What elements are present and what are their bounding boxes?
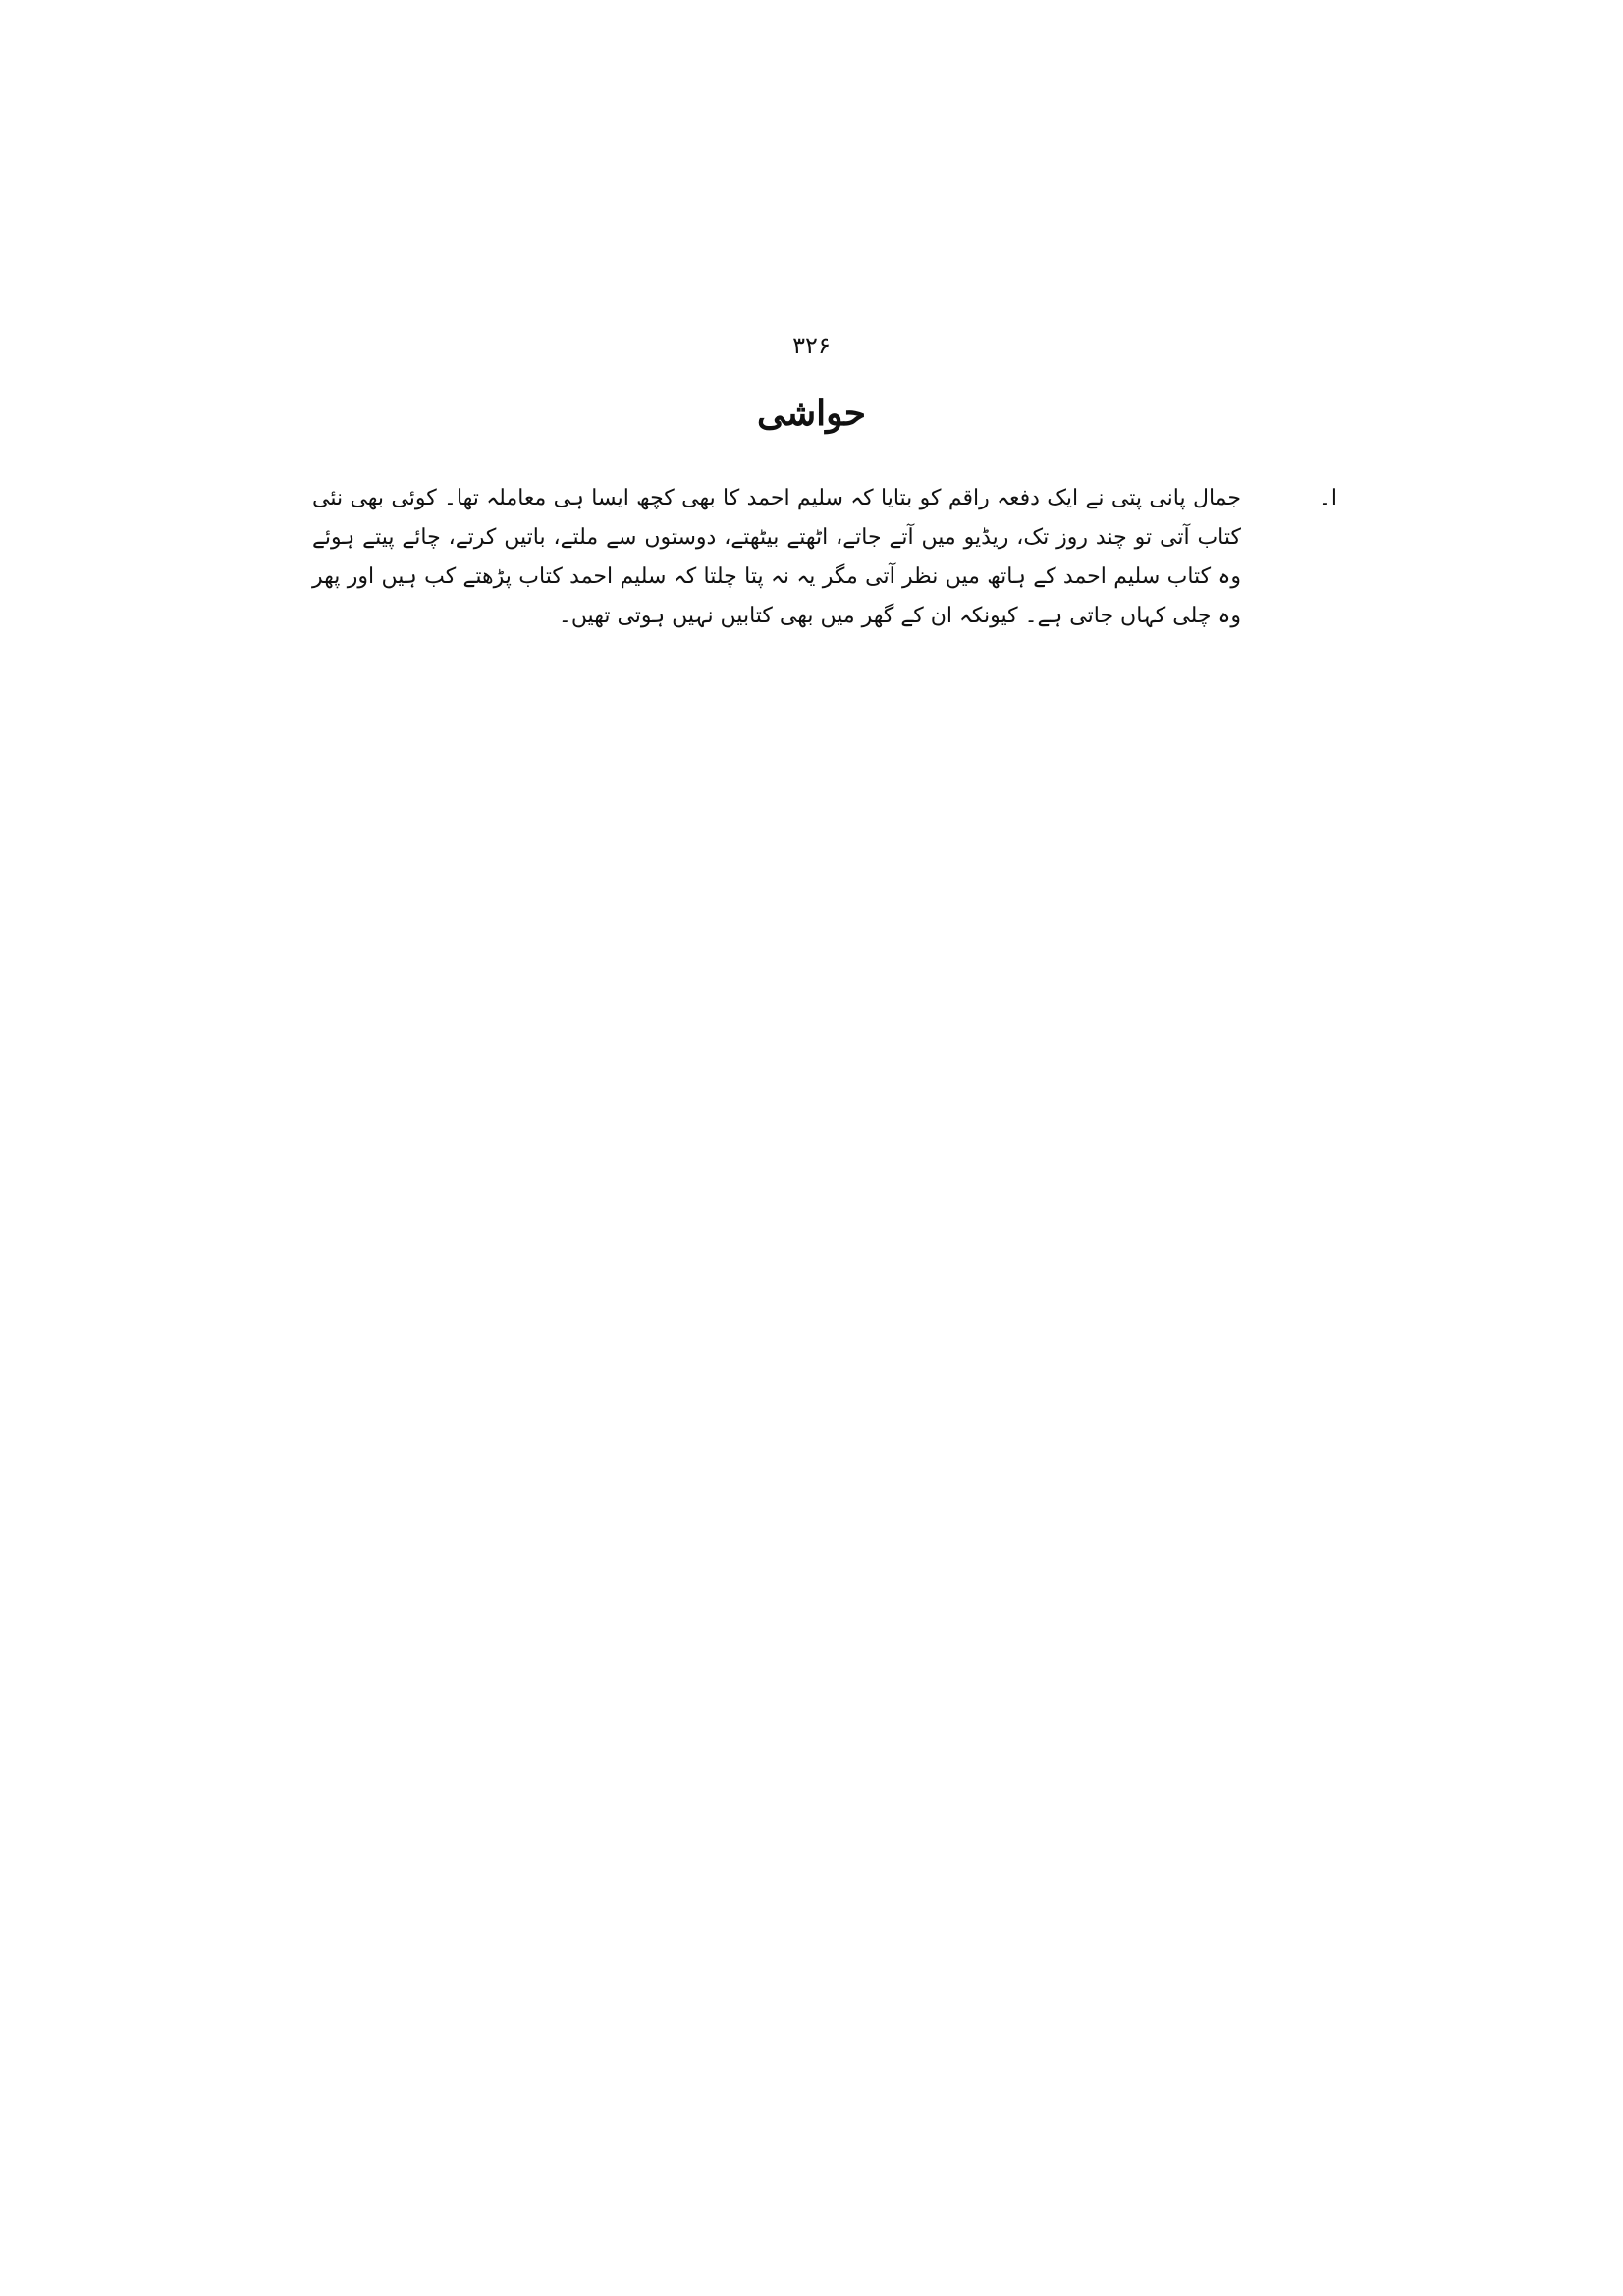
page-heading: حواشی — [756, 393, 867, 434]
page-number: ۳۲۶ — [792, 332, 831, 359]
footnote-text: جمال پانی پتی نے ایک دفعہ راقم کو بتایا کہ سلیم احمد کا بھی کچھ ایسا ہی معاملہ تھا۔ کوئی بھی نئی کتاب آتی تو چند روز تک، ریڈیو میں آتے جاتے، اٹھتے بیٹھتے، دوستوں سے ملتے، باتیں کرتے، چائے پیتے ہوئے وہ کتاب سلیم احمد کے ہاتھ میں نظر آتی مگر یہ نہ پتا چلتا کہ سلیم احمد کتاب پڑھتے کب ہیں اور پھر وہ چلی کہاں جاتی ہے۔ کیونکہ ان کے گھر میں بھی کتابیں نہیں ہوتی تھیں۔ — [312, 486, 1241, 628]
footnote-1 — [312, 479, 1337, 636]
footnote-marker: ا۔ — [1318, 486, 1337, 510]
